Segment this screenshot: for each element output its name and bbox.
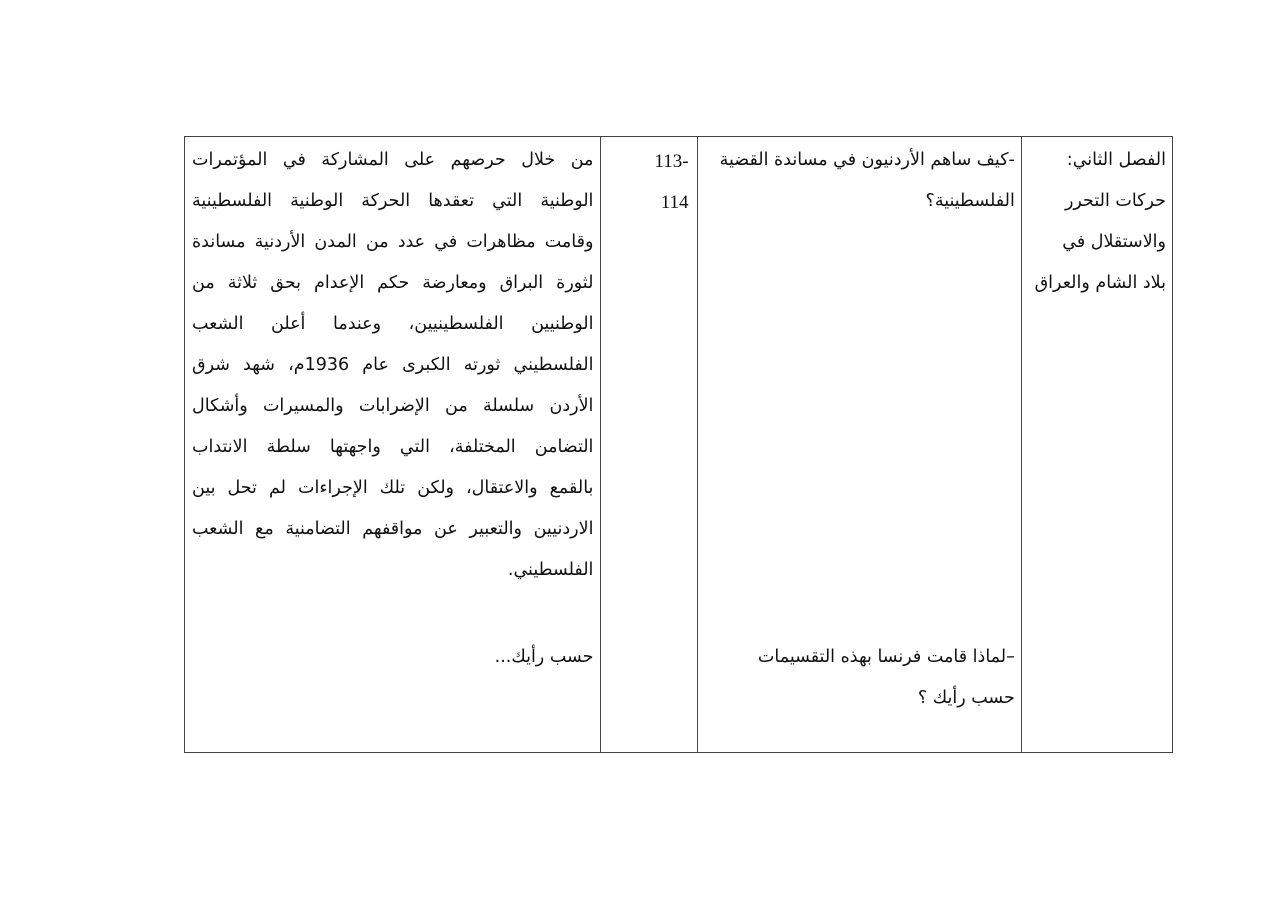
table-row [185, 137, 1173, 753]
opinion-prompt: حسب رأيك... [494, 647, 594, 667]
chapter-cell [1021, 137, 1172, 753]
page-number: 114 [660, 192, 689, 213]
answer-line: بالقمع والاعتقال، ولكن تلك الإجراءات لم تحل بين [192, 478, 594, 498]
chapter-line: حركات التحرر [1064, 191, 1166, 211]
page-number: 113- [654, 151, 689, 172]
answer-line: الوطنية التي تعقدها الحركة الوطنية الفلسطينية [192, 191, 594, 211]
question-line: حسب رأيك ؟ [917, 688, 1015, 708]
answer-line: الاردنيين والتعبير عن مواقفهم التضامنية مع الشعب [192, 519, 594, 539]
answer-line: الفلسطيني. [507, 560, 594, 580]
chapter-line: بلاد الشام والعراق [1034, 273, 1166, 293]
answer-line: الأردن سلسلة من الإضرابات والمسيرات وأشكال [192, 396, 594, 416]
questions-cell [697, 137, 1021, 753]
chapter-line: والاستقلال في [1062, 232, 1166, 252]
question-line: الفلسطينية؟ [925, 191, 1015, 211]
question-line: –لماذا قامت فرنسا بهذه التقسيمات [757, 647, 1015, 667]
answer-line: الوطنيين الفلسطينيين، وعندما أعلن الشعب [192, 314, 594, 334]
answer-line: وقامت مظاهرات في عدد من المدن الأردنية مساندة [192, 232, 594, 252]
answer-cell [185, 137, 601, 753]
answer-line: الفلسطيني ثورته الكبرى عام 1936م، شهد شرق [192, 355, 594, 375]
answer-line: من خلال حرصهم على المشاركة في المؤتمرات [192, 150, 594, 170]
lesson-plan-table [184, 136, 1173, 753]
chapter-line: الفصل الثاني: [1066, 150, 1166, 170]
pages-cell [601, 137, 697, 753]
question-line: -كيف ساهم الأردنيون في مساندة القضية [719, 150, 1015, 170]
answer-line: لثورة البراق ومعارضة حكم الإعدام بحق ثلاثة من [192, 273, 594, 293]
answer-line: التضامن المختلفة، التي واجهتها سلطة الانتداب [192, 437, 594, 457]
